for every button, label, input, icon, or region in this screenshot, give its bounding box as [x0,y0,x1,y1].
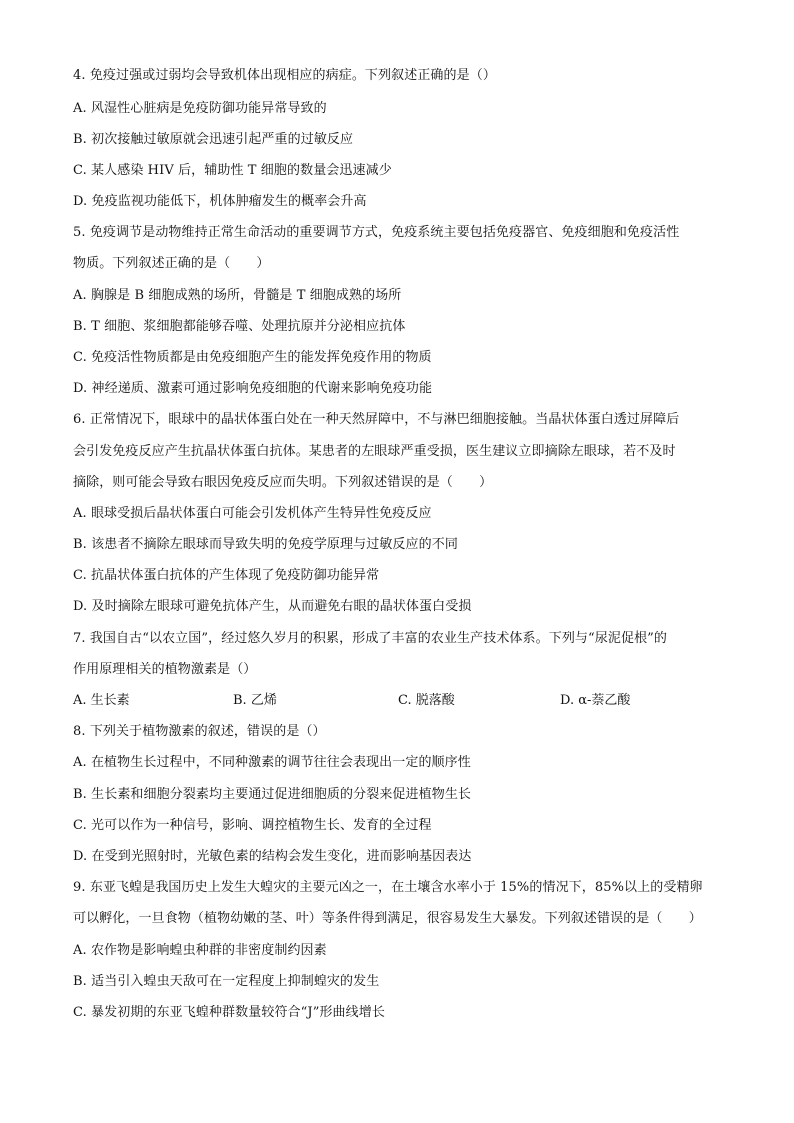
q6-option-d: D. 及时摘除左眼球可避免抗体产生，从而避免右眼的晶状体蛋白受损 [73,599,472,614]
q5-option-c: C. 免疫活性物质都是由免疫细胞产生的能发挥免疫作用的物质 [73,350,432,365]
q6-stem-line-1: 6. 正常情况下，眼球中的晶状体蛋白处在一种天然屏障中，不与淋巴细胞接触。当晶状体蛋白透过屏障后 [73,412,680,427]
q8-option-c: C. 光可以作为一种信号，影响、调控植物生长、发育的全过程 [73,818,432,833]
q8-option-a: A. 在植物生长过程中，不同种激素的调节往往会表现出一定的顺序性 [73,755,471,770]
q7-option-c: C. 脱落酸 [398,693,455,708]
q5-option-a: A. 胸腺是 B 细胞成熟的场所，骨髓是 T 细胞成熟的场所 [73,288,402,303]
q9-stem-line-2: 可以孵化，一旦食物（植物幼嫩的茎、叶）等条件得到满足，很容易发生大暴发。下列叙述错误的是（ ） [73,911,702,926]
q4-stem: 4. 免疫过强或过弱均会导致机体出现相应的病症。下列叙述正确的是（） [73,68,496,83]
q6-option-b: B. 该患者不摘除左眼球而导致失明的免疫学原理与过敏反应的不同 [73,537,458,552]
q4-option-c: C. 某人感染 HIV 后，辅助性 T 细胞的数量会迅速减少 [73,163,392,178]
q9-stem-line-1: 9. 东亚飞蝗是我国历史上发生大蝗灾的主要元凶之一，在土壤含水率小于 15%的情况下，85%以上的受精卵 [73,880,703,895]
q8-stem: 8. 下列关于植物激素的叙述，错误的是（） [73,724,326,739]
q5-stem-line-1: 5. 免疫调节是动物维持正常生命活动的重要调节方式，免疫系统主要包括免疫器官、免疫细胞和免疫活性 [73,225,680,240]
q8-option-d: D. 在受到光照射时，光敏色素的结构会发生变化，进而影响基因表达 [73,849,472,864]
q7-stem-line-2: 作用原理相关的植物激素是（） [73,662,257,677]
q4-option-a: A. 风湿性心脏病是免疫防御功能异常导致的 [73,101,327,116]
q7-stem-line-1: 7. 我国自古“以农立国”，经过悠久岁月的积累，形成了丰富的农业生产技术体系。下列与“尿泥促根”的 [73,631,668,646]
q7-option-d: D. α-萘乙酸 [560,693,631,708]
q5-stem-line-2: 物质。下列叙述正确的是（ ） [73,256,270,271]
q4-option-b: B. 初次接触过敏原就会迅速引起严重的过敏反应 [73,132,354,147]
q4-option-d: D. 免疫监视功能低下，机体肿瘤发生的概率会升高 [73,194,367,209]
q7-options-row [73,692,723,710]
q6-option-c: C. 抗晶状体蛋白抗体的产生体现了免疫防御功能异常 [73,568,380,583]
q9-option-c: C. 暴发初期的东亚飞蝗种群数量较符合“J”形曲线增长 [73,1005,385,1020]
q7-option-a: A. 生长素 [73,693,130,708]
q6-stem-line-2: 会引发免疫反应产生抗晶状体蛋白抗体。某患者的左眼球严重受损，医生建议立即摘除左眼球，若不及时 [73,444,676,459]
q6-option-a: A. 眼球受损后晶状体蛋白可能会引发机体产生特异性免疫反应 [73,506,432,521]
q9-option-a: A. 农作物是影响蝗虫种群的非密度制约因素 [73,943,327,958]
q5-option-b: B. T 细胞、浆细胞都能够吞噬、处理抗原并分泌相应抗体 [73,319,406,334]
q8-option-b: B. 生长素和细胞分裂素均主要通过促进细胞质的分裂来促进植物生长 [73,787,472,802]
q6-stem-line-3: 摘除，则可能会导致右眼因免疫反应而失明。下列叙述错误的是（ ） [73,475,493,490]
q5-option-d: D. 神经递质、激素可通过影响免疫细胞的代谢来影响免疫功能 [73,381,433,396]
q9-option-b: B. 适当引入蝗虫天敌可在一定程度上抑制蝗灾的发生 [73,974,380,989]
q7-option-b: B. 乙烯 [233,693,277,708]
